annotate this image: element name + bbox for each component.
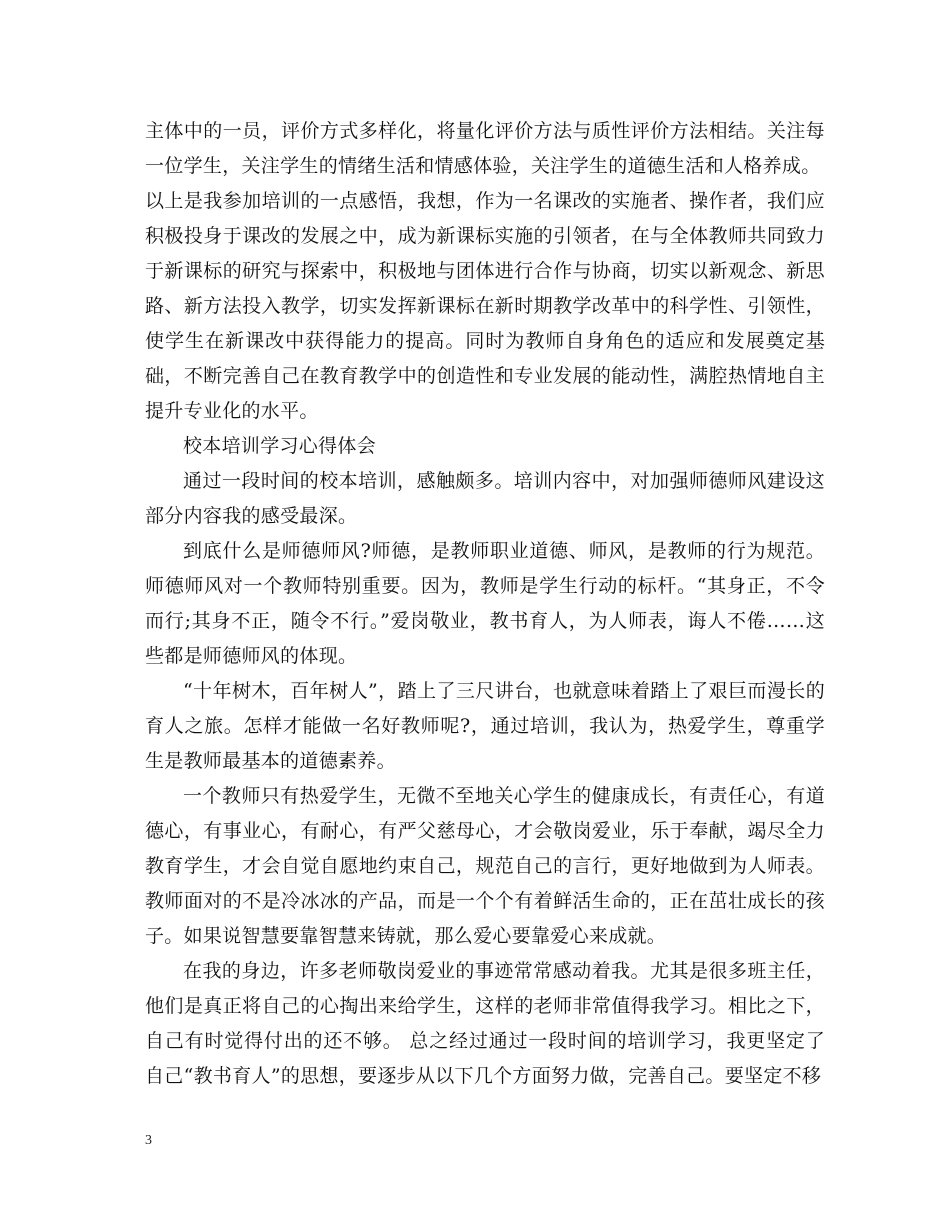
paragraph-5: “十年树木，百年树人”，踏上了三尺讲台，也就意味着踏上了艰巨而漫长的育人之旅。怎样才能做一名好教师呢?，通过培训，我认为，热爱学生，尊重学生是教师最基本的道德素养。 [145,680,825,772]
document-body [145,114,825,1094]
paragraph-6: 一个教师只有热爱学生，无微不至地关心学生的健康成长，有责任心，有道德心，有事业心，有耐心，有严父慈母心，才会敬岗爱业，乐于奉献，竭尽全力教育学生，才会自觉自愿地约束自己，规范自己的言行，更好地做到为人师表。教师面对的不是冷冰冰的产品，而是一个个有着鲜活生命的，正在茁壮成长的孩子。如果说智慧要靠智慧来铸就，那么爱心要靠爱心来成就。 [145,785,825,947]
page-number: 3 [145,1133,152,1148]
paragraph-1: 主体中的一员，评价方式多样化，将量化评价方法与质性评价方法相结。关注每一位学生，关注学生的情绪生活和情感体验，关注学生的道德生活和人格养成。 [145,120,825,177]
section-title: 校本培训学习心得体会 [183,435,377,457]
paragraph-4: 到底什么是师德师风?师德，是教师职业道德、师风，是教师的行为规范。师德师风对一个教师特别重要。因为，教师是学生行动的标杆。“其身正，不令而行;其身不正，随令不行。”爱岗敬业，教书育人，为人师表，诲人不倦……这些都是师德师风的体现。 [145,540,825,667]
paragraph-3: 通过一段时间的校本培训，感触颇多。培训内容中，对加强师德师风建设这部分内容我的感受最深。 [145,470,825,527]
paragraph-7: 在我的身边，许多老师敬岗爱业的事迹常常感动着我。尤其是很多班主任，他们是真正将自己的心掏出来给学生，这样的老师非常值得我学习。相比之下，自己有时觉得付出的还不够。 总之经过通过一段时间的培训学习，我更坚定了自己“教书育人”的思想，要逐步从以下几个方面努力做，完善自己。要坚定不移 [145,960,825,1087]
paragraph-2: 以上是我参加培训的一点感悟，我想，作为一名课改的实施者、操作者，我们应积极投身于课改的发展之中，成为新课标实施的引领者，在与全体教师共同致力于新课标的研究与探索中，积极地与团体进行合作与协商，切实以新观念、新思路、新方法投入教学，切实发挥新课标在新时期教学改革中的科学性、引领性，使学生在新课改中获得能力的提高。同时为教师自身角色的适应和发展奠定基础，不断完善自己在教育教学中的创造性和专业发展的能动性，满腔热情地自主提升专业化的水平。 [145,190,825,422]
